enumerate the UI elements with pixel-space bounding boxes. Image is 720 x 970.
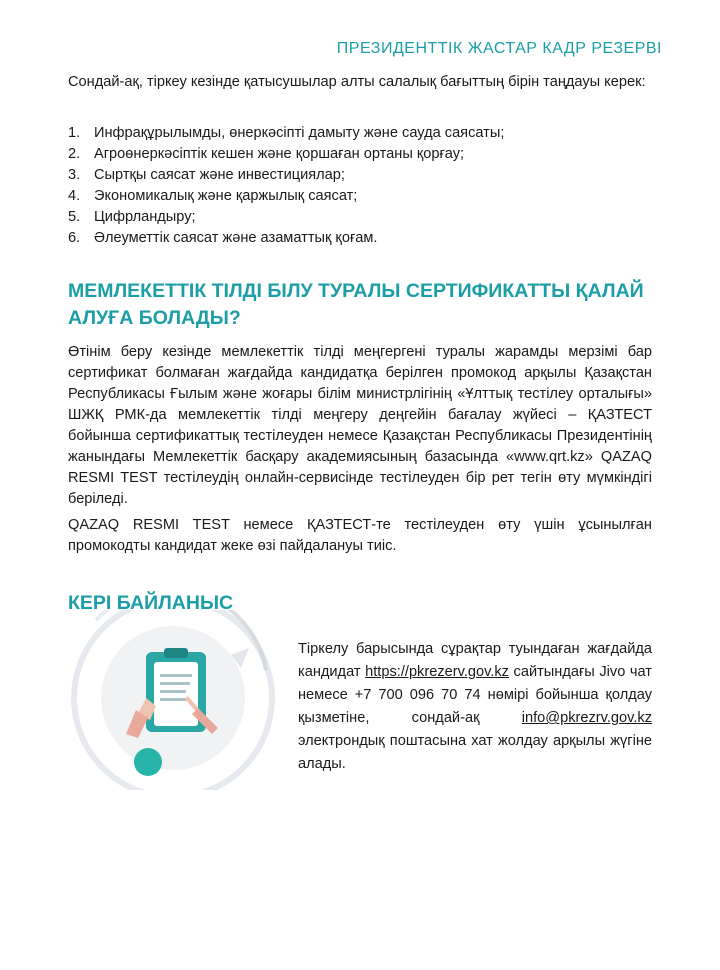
feedback-contact-paragraph: Тіркелу барысында сұрақтар туындаған жағдайда кандидат https://pkrezerv.gov.kz сайтындағы Jivo чат немесе +7 700 096 70 74 нөмірі бойынша қолдау қызметіне, сондай-ақ info@pkrezrv.gov.kz электрондық поштасына хат жолдау арқылы жүгіне алады. xyxy=(298,641,652,772)
certificate-paragraph-1: Өтінім беру кезінде мемлекеттік тілді меңгергені туралы жарамды мерзімі бар сертификат болмаған жағдайда кандидатқа берілген промокод арқылы Қазақстан Республикасы Ғылым және жоғары білім министрлігінің «Ұлттық тестілеу орталығы» ШЖҚ РМК-да мемлекеттік тілді меңгеру деңгейін бағалау жүйесі – ҚАЗТЕСТ бойынша сертификаттық тестілеуден немесе Қазақстан Республикасы Президентінің жанындағы Мемлекеттік басқару академиясының базасында «www.qrt.kz» QAZAQ RESMI TEST тестілеудің онлайн-сервисінде тестілеуден бір рет тегін өту мүмкіндігі беріледі. xyxy=(68,344,652,507)
support-site-link[interactable]: https://pkrezerv.gov.kz xyxy=(365,664,509,680)
list-item: 6. Әлеуметтік саясат және азаматтық қоғам. xyxy=(68,230,378,246)
list-item: 2. Агроөнеркәсіптік кешен және қоршаған ортаны қорғау; xyxy=(68,146,465,162)
certificate-paragraph-2: QAZAQ RESMI TEST немесе ҚАЗТЕСТ-те тестілеуден өту үшін ұсынылған промокодты кандидат жеке өзі пайдалануы тиіс. xyxy=(68,517,652,554)
intro-paragraph: Сондай-ақ, тіркеу кезінде қатысушылар алты салалық бағыттың бірін таңдауы керек: xyxy=(68,74,646,90)
directions-list xyxy=(68,123,652,249)
list-item: 3. Сыртқы саясат және инвестициялар; xyxy=(68,167,345,183)
list-item: 4. Экономикалық және қаржылық саясат; xyxy=(68,188,358,204)
list-item: 1. Инфрақұрылымды, өнеркәсіпті дамыту және сауда саясаты; xyxy=(68,125,505,141)
clipboard-document-icon xyxy=(66,610,286,790)
certificate-heading: МЕМЛЕКЕТТІК ТІЛДІ БІЛУ ТУРАЛЫ СЕРТИФИКАТТЫ ҚАЛАЙ АЛУҒА БОЛАДЫ? xyxy=(68,280,644,329)
feedback-heading: КЕРІ БАЙЛАНЫС xyxy=(68,592,234,614)
page-header-title: ПРЕЗИДЕНТТІК ЖАСТАР КАДР РЕЗЕРВІ xyxy=(336,40,662,57)
support-email-link[interactable]: info@pkrezrv.gov.kz xyxy=(521,710,652,726)
list-item: 5. Цифрландыру; xyxy=(68,209,196,225)
